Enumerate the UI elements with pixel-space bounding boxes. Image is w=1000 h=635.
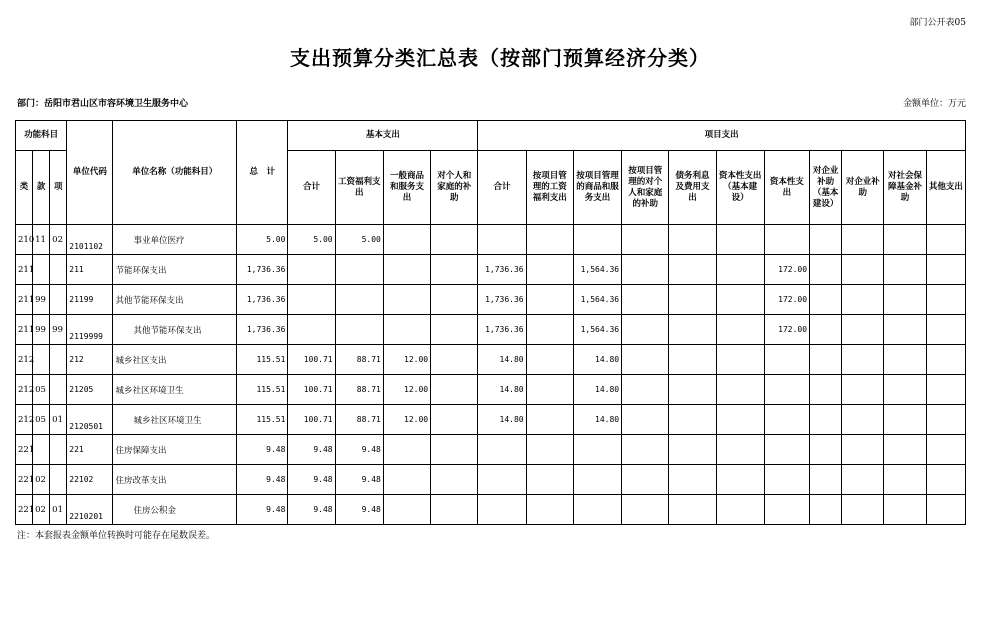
cell-project-capital	[764, 375, 809, 405]
cell-name: 其他节能环保支出	[113, 285, 237, 315]
cell-lei: 212	[16, 375, 33, 405]
cell-project-capital	[764, 225, 809, 255]
cell-project-capital-build	[716, 495, 764, 525]
cell-project-other	[926, 285, 965, 315]
cell-project-capital	[764, 435, 809, 465]
cell-name: 城乡社区环境卫生	[113, 375, 237, 405]
cell-project-debt	[669, 375, 716, 405]
cell-project-wage	[526, 375, 573, 405]
cell-project-person	[622, 495, 669, 525]
cell-kuan: 99	[33, 315, 50, 345]
cell-project-capital-build	[716, 435, 764, 465]
table-row	[16, 465, 966, 495]
cell-code: 21199	[67, 285, 113, 315]
cell-project-social	[884, 435, 926, 465]
cell-project-total: 1,736.36	[478, 285, 526, 315]
cell-xiang	[50, 375, 67, 405]
cell-total: 115.51	[237, 405, 288, 435]
cell-name: 节能环保支出	[113, 255, 237, 285]
table-number-label: 部门公开表05	[909, 18, 966, 28]
cell-basic-goods	[383, 435, 430, 465]
cell-project-social	[884, 495, 926, 525]
cell-project-person	[622, 375, 669, 405]
cell-project-capital	[764, 405, 809, 435]
table-row	[16, 315, 966, 345]
cell-project-other	[926, 225, 965, 255]
cell-total: 1,736.36	[237, 315, 288, 345]
cell-xiang: 99	[50, 315, 67, 345]
cell-xiang	[50, 285, 67, 315]
header-project-person: 按项目管理的对个人和家庭的补助	[622, 151, 669, 225]
cell-total: 1,736.36	[237, 285, 288, 315]
cell-project-debt	[669, 405, 716, 435]
expenditure-table	[15, 120, 966, 525]
cell-total: 5.00	[237, 225, 288, 255]
cell-project-wage	[526, 255, 573, 285]
cell-name: 事业单位医疗	[113, 225, 237, 255]
cell-project-debt	[669, 495, 716, 525]
cell-basic-wage: 88.71	[335, 375, 383, 405]
cell-code: 2210201	[67, 495, 113, 525]
cell-project-debt	[669, 315, 716, 345]
cell-project-total: 14.80	[478, 345, 526, 375]
cell-project-capital-build	[716, 225, 764, 255]
table-row	[16, 495, 966, 525]
cell-basic-person	[431, 375, 478, 405]
cell-lei: 210	[16, 225, 33, 255]
cell-project-enterprise-build	[810, 435, 842, 465]
cell-basic-total	[288, 285, 335, 315]
cell-project-wage	[526, 465, 573, 495]
table-row	[16, 405, 966, 435]
cell-project-enterprise	[842, 495, 884, 525]
department-label: 部门：岳阳市君山区市容环境卫生服务中心	[17, 99, 189, 109]
cell-project-debt	[669, 225, 716, 255]
cell-kuan	[33, 345, 50, 375]
cell-project-goods	[573, 465, 621, 495]
cell-basic-goods	[383, 225, 430, 255]
cell-basic-total: 100.71	[288, 345, 335, 375]
cell-basic-total	[288, 315, 335, 345]
header-lei: 类	[16, 151, 33, 225]
cell-project-capital: 172.00	[764, 255, 809, 285]
cell-kuan: 02	[33, 465, 50, 495]
cell-project-goods	[573, 435, 621, 465]
cell-kuan: 11	[33, 225, 50, 255]
cell-basic-wage: 9.48	[335, 435, 383, 465]
cell-basic-wage: 9.48	[335, 465, 383, 495]
cell-code: 2101102	[67, 225, 113, 255]
cell-xiang	[50, 435, 67, 465]
cell-basic-wage	[335, 255, 383, 285]
cell-project-goods	[573, 495, 621, 525]
cell-xiang: 02	[50, 225, 67, 255]
cell-code: 2120501	[67, 405, 113, 435]
cell-name: 住房保障支出	[113, 435, 237, 465]
cell-project-enterprise-build	[810, 285, 842, 315]
header-basic-total: 合计	[288, 151, 335, 225]
cell-basic-person	[431, 465, 478, 495]
cell-project-enterprise-build	[810, 315, 842, 345]
cell-project-capital-build	[716, 375, 764, 405]
table-row	[16, 375, 966, 405]
cell-project-total: 1,736.36	[478, 315, 526, 345]
cell-project-total: 1,736.36	[478, 255, 526, 285]
cell-basic-goods: 12.00	[383, 345, 430, 375]
cell-project-other	[926, 255, 965, 285]
cell-xiang: 01	[50, 495, 67, 525]
cell-project-social	[884, 465, 926, 495]
cell-project-enterprise	[842, 315, 884, 345]
cell-project-social	[884, 285, 926, 315]
header-project: 项目支出	[478, 121, 966, 151]
cell-project-person	[622, 315, 669, 345]
cell-basic-wage: 5.00	[335, 225, 383, 255]
cell-project-enterprise	[842, 465, 884, 495]
cell-kuan	[33, 255, 50, 285]
cell-project-person	[622, 435, 669, 465]
cell-project-total	[478, 225, 526, 255]
cell-basic-goods: 12.00	[383, 375, 430, 405]
header-basic-wage: 工资福利支出	[335, 151, 383, 225]
cell-project-other	[926, 465, 965, 495]
cell-project-other	[926, 495, 965, 525]
cell-project-capital-build	[716, 405, 764, 435]
cell-project-goods: 14.80	[573, 375, 621, 405]
cell-project-capital	[764, 465, 809, 495]
cell-total: 9.48	[237, 495, 288, 525]
cell-project-enterprise	[842, 255, 884, 285]
table-row	[16, 435, 966, 465]
cell-project-person	[622, 465, 669, 495]
cell-name: 住房公积金	[113, 495, 237, 525]
header-project-enterprise-build: 对企业补助（基本建设）	[810, 151, 842, 225]
cell-project-goods: 1,564.36	[573, 315, 621, 345]
table-body	[16, 225, 966, 525]
page-title: 支出预算分类汇总表（按部门预算经济分类）	[290, 46, 710, 70]
cell-basic-goods	[383, 255, 430, 285]
cell-basic-total: 100.71	[288, 375, 335, 405]
header-project-capital-build: 资本性支出（基本建设）	[716, 151, 764, 225]
header-project-goods: 按项目管理的商品和服务支出	[573, 151, 621, 225]
cell-lei: 211	[16, 315, 33, 345]
header-total: 总 计	[237, 121, 288, 225]
table-row	[16, 285, 966, 315]
cell-project-other	[926, 435, 965, 465]
cell-project-goods: 14.80	[573, 405, 621, 435]
cell-project-person	[622, 345, 669, 375]
cell-basic-goods	[383, 495, 430, 525]
cell-basic-total: 100.71	[288, 405, 335, 435]
cell-project-capital-build	[716, 345, 764, 375]
header-project-social: 对社会保障基金补助	[884, 151, 926, 225]
cell-basic-person	[431, 345, 478, 375]
cell-lei: 211	[16, 285, 33, 315]
header-kuan: 款	[33, 151, 50, 225]
cell-lei: 221	[16, 495, 33, 525]
cell-project-capital-build	[716, 315, 764, 345]
cell-project-capital	[764, 345, 809, 375]
cell-project-enterprise	[842, 225, 884, 255]
cell-project-debt	[669, 255, 716, 285]
header-project-total: 合计	[478, 151, 526, 225]
cell-code: 221	[67, 435, 113, 465]
cell-project-debt	[669, 465, 716, 495]
cell-project-person	[622, 405, 669, 435]
cell-code: 212	[67, 345, 113, 375]
cell-project-total	[478, 465, 526, 495]
cell-project-wage	[526, 495, 573, 525]
cell-project-person	[622, 285, 669, 315]
cell-kuan: 02	[33, 495, 50, 525]
cell-project-wage	[526, 405, 573, 435]
cell-lei: 221	[16, 435, 33, 465]
cell-project-wage	[526, 285, 573, 315]
cell-project-wage	[526, 345, 573, 375]
cell-name: 城乡社区支出	[113, 345, 237, 375]
cell-basic-goods	[383, 285, 430, 315]
cell-project-social	[884, 225, 926, 255]
cell-project-capital: 172.00	[764, 315, 809, 345]
header-func-subject: 功能科目	[16, 121, 67, 151]
cell-project-total	[478, 435, 526, 465]
cell-total: 1,736.36	[237, 255, 288, 285]
header-project-other: 其他支出	[926, 151, 965, 225]
header-xiang: 项	[50, 151, 67, 225]
cell-basic-wage	[335, 315, 383, 345]
cell-project-goods: 1,564.36	[573, 285, 621, 315]
cell-project-capital-build	[716, 465, 764, 495]
cell-project-enterprise	[842, 345, 884, 375]
cell-project-debt	[669, 435, 716, 465]
cell-kuan: 05	[33, 375, 50, 405]
cell-project-capital-build	[716, 285, 764, 315]
cell-kuan: 05	[33, 405, 50, 435]
cell-name: 其他节能环保支出	[113, 315, 237, 345]
cell-project-social	[884, 255, 926, 285]
cell-name: 住房改革支出	[113, 465, 237, 495]
cell-project-debt	[669, 285, 716, 315]
cell-lei: 221	[16, 465, 33, 495]
cell-project-goods: 1,564.36	[573, 255, 621, 285]
cell-basic-wage: 88.71	[335, 405, 383, 435]
cell-basic-person	[431, 225, 478, 255]
cell-basic-goods	[383, 465, 430, 495]
cell-project-wage	[526, 435, 573, 465]
cell-project-other	[926, 405, 965, 435]
cell-project-other	[926, 375, 965, 405]
cell-project-social	[884, 315, 926, 345]
cell-basic-goods: 12.00	[383, 405, 430, 435]
cell-project-person	[622, 225, 669, 255]
cell-basic-total	[288, 255, 335, 285]
cell-project-wage	[526, 315, 573, 345]
cell-kuan: 99	[33, 285, 50, 315]
cell-kuan	[33, 435, 50, 465]
cell-project-enterprise-build	[810, 225, 842, 255]
cell-basic-person	[431, 495, 478, 525]
table-row	[16, 255, 966, 285]
header-basic-goods: 一般商品和服务支出	[383, 151, 430, 225]
cell-basic-person	[431, 435, 478, 465]
cell-project-enterprise	[842, 435, 884, 465]
cell-project-enterprise-build	[810, 345, 842, 375]
header-project-debt: 债务利息及费用支出	[669, 151, 716, 225]
header-basic-person: 对个人和家庭的补助	[431, 151, 478, 225]
cell-basic-total: 9.48	[288, 465, 335, 495]
cell-project-goods: 14.80	[573, 345, 621, 375]
cell-lei: 212	[16, 405, 33, 435]
cell-project-capital: 172.00	[764, 285, 809, 315]
currency-unit-label: 金额单位：万元	[902, 99, 966, 109]
cell-xiang	[50, 345, 67, 375]
cell-project-capital	[764, 495, 809, 525]
cell-project-enterprise-build	[810, 405, 842, 435]
cell-project-enterprise-build	[810, 495, 842, 525]
cell-basic-person	[431, 255, 478, 285]
cell-basic-total: 9.48	[288, 435, 335, 465]
header-project-capital: 资本性支出	[764, 151, 809, 225]
cell-project-other	[926, 345, 965, 375]
cell-project-social	[884, 405, 926, 435]
cell-basic-wage: 9.48	[335, 495, 383, 525]
cell-project-other	[926, 315, 965, 345]
header-basic: 基本支出	[288, 121, 478, 151]
cell-lei: 211	[16, 255, 33, 285]
header-project-enterprise: 对企业补助	[842, 151, 884, 225]
cell-project-enterprise-build	[810, 465, 842, 495]
table-row	[16, 345, 966, 375]
header-unit-code: 单位代码	[67, 121, 113, 225]
cell-project-enterprise-build	[810, 375, 842, 405]
cell-basic-wage: 88.71	[335, 345, 383, 375]
cell-xiang	[50, 255, 67, 285]
cell-xiang	[50, 465, 67, 495]
cell-project-enterprise	[842, 375, 884, 405]
header-unit-name: 单位名称（功能科目）	[113, 121, 237, 225]
cell-project-enterprise	[842, 285, 884, 315]
cell-project-enterprise-build	[810, 255, 842, 285]
cell-code: 21205	[67, 375, 113, 405]
cell-xiang: 01	[50, 405, 67, 435]
cell-basic-person	[431, 285, 478, 315]
cell-code: 2119999	[67, 315, 113, 345]
cell-project-wage	[526, 225, 573, 255]
cell-total: 9.48	[237, 465, 288, 495]
cell-code: 22102	[67, 465, 113, 495]
cell-project-enterprise	[842, 405, 884, 435]
cell-project-total: 14.80	[478, 375, 526, 405]
cell-basic-wage	[335, 285, 383, 315]
cell-basic-person	[431, 315, 478, 345]
cell-project-goods	[573, 225, 621, 255]
cell-total: 9.48	[237, 435, 288, 465]
cell-project-total	[478, 495, 526, 525]
cell-project-capital-build	[716, 255, 764, 285]
header-project-wage: 按项目管理的工资福利支出	[526, 151, 573, 225]
cell-total: 115.51	[237, 375, 288, 405]
cell-name: 城乡社区环境卫生	[113, 405, 237, 435]
cell-basic-goods	[383, 315, 430, 345]
cell-project-social	[884, 345, 926, 375]
cell-basic-total: 5.00	[288, 225, 335, 255]
cell-basic-person	[431, 405, 478, 435]
cell-project-total: 14.80	[478, 405, 526, 435]
cell-basic-total: 9.48	[288, 495, 335, 525]
cell-project-social	[884, 375, 926, 405]
table-row	[16, 225, 966, 255]
cell-project-person	[622, 255, 669, 285]
cell-code: 211	[67, 255, 113, 285]
footnote: 注：本套报表金额单位转换时可能存在尾数误差。	[17, 531, 216, 541]
cell-total: 115.51	[237, 345, 288, 375]
cell-lei: 212	[16, 345, 33, 375]
cell-project-debt	[669, 345, 716, 375]
